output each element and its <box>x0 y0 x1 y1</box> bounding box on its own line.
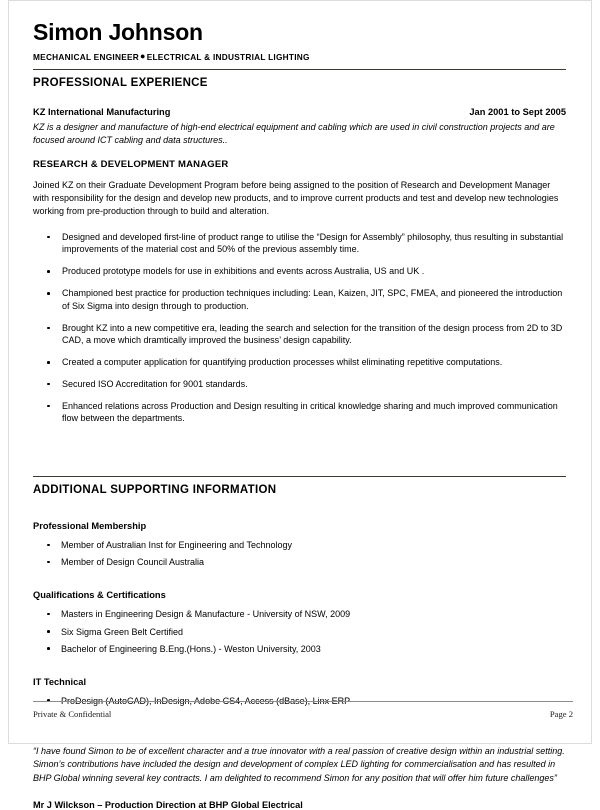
footer-confidentiality-text: Private & Confidential <box>33 709 112 719</box>
tagline-left-text: MECHANICAL ENGINEER <box>33 52 140 62</box>
section-spacer <box>33 425 566 469</box>
list-item: Bachelor of Engineering B.Eng.(Hons.) - Weston University, 2003 <box>33 643 566 655</box>
subsection-title-qualifications-certifications: Qualifications & Certifications <box>33 590 166 601</box>
footer-page-number: Page 2 <box>549 709 573 719</box>
list-item: Secured ISO Accreditation for 9001 standards. <box>33 378 566 391</box>
company-description: KZ is a designer and manufacture of high-end electrical equipment and cabling which are used in civil construction projects and are focused around ICT cabling and data structures.. <box>33 122 555 145</box>
subsection-title-it-technical: IT Technical <box>33 676 87 687</box>
page-content <box>33 1 566 810</box>
bullet-separator-icon: ● <box>140 51 146 61</box>
list-item: Produced prototype models for use in exhibitions and events across Australia, US and UK . <box>33 265 566 278</box>
job-dates: Jan 2001 to Sept 2005 <box>469 107 566 117</box>
list-item: ProDesign (AutoCAD), InDesign, Adobe CS4, Access (dBase), Linx ERP <box>33 695 566 707</box>
job-company: KZ International Manufacturing <box>33 107 171 117</box>
job-achievements-list <box>33 231 566 425</box>
candidate-name: Simon Johnson <box>33 19 203 45</box>
list-item: Designed and developed first-line of product range to utilise the “Design for Assembly” philosophy, thus resulting in substantial improvements of the material cost and 50% of the previous assembly time. <box>33 231 566 257</box>
qualifications-list <box>33 608 566 654</box>
section-title-professional-experience: PROFESSIONAL EXPERIENCE <box>33 77 208 89</box>
tagline-right-text: ELECTRICAL & INDUSTRIAL LIGHTING <box>146 52 310 62</box>
professional-membership-list <box>33 539 566 568</box>
list-item: Brought KZ into a new competitive era, leading the search and selection for the transition of the design process from 2D to 3D CAD, a move which dramtically improved the business’ design capability. <box>33 322 566 348</box>
job-header <box>33 107 566 117</box>
section-title-additional-supporting-information: ADDITIONAL SUPPORTING INFORMATION <box>33 484 277 497</box>
subsection-title-professional-membership: Professional Membership <box>33 521 147 532</box>
additional-information-divider <box>33 476 566 477</box>
footer-divider <box>33 701 573 702</box>
page-footer <box>33 701 573 719</box>
list-item: Six Sigma Green Belt Certified <box>33 626 566 638</box>
footer-row <box>33 709 573 719</box>
list-item: Masters in Engineering Design & Manufacture - University of NSW, 2009 <box>33 608 566 620</box>
header-divider <box>33 69 566 70</box>
job-summary: Joined KZ on their Graduate Development Program before being assigned to the position of Research and Development Manager with responsibility for the design and develop new products, and to improve current products and test and develop new technologies working from pre-production through to build and alteration. <box>33 179 559 216</box>
resume-page <box>8 0 592 810</box>
testimonial-attribution: Mr J Wilckson – Production Direction at BHP Global Electrical <box>33 799 303 810</box>
list-item: Created a computer application for quantifying production processes whilst eliminating repetitive computations. <box>33 356 566 369</box>
list-item: Member of Design Council Australia <box>33 556 566 568</box>
list-item: Enhanced relations across Production and Design resulting in critical knowledge sharing and much improved communication flow between the departments. <box>33 400 566 426</box>
candidate-tagline <box>33 51 566 62</box>
job-title: RESEARCH & DEVELOPMENT MANAGER <box>33 158 229 170</box>
list-item: Championed best practice for production techniques including: Lean, Kaizen, JIT, SPC, FMEA, and pioneered the introduction of Six Sigma into design through to production. <box>33 287 566 313</box>
list-item: Member of Australian Inst for Engineering and Technology <box>33 539 566 551</box>
testimonial-quote: “I have found Simon to be of excellent character and a true innovator with a real passion of creative design within an industrial setting. Simon’s contributions have included the design and development of complex LED lighting for commercialisation and has resulted in BHP Global winning several key contracts. I am delighted to recommend Simon for any position that will offer him future challenges” <box>33 745 565 783</box>
